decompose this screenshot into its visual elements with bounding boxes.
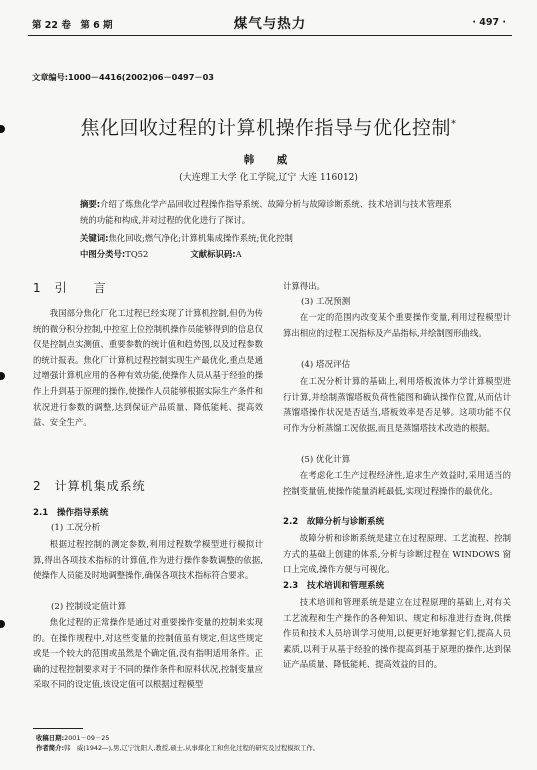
footnote-rule	[33, 728, 83, 729]
paragraph: 在考虑化工生产过程经济性,追求生产效益时,采用适当的控制变量值,使操作能量消耗最低,实现过程操作的最优化。	[283, 470, 511, 496]
clc-value: TQ52	[125, 249, 149, 259]
author-name: 韩 威	[243, 154, 294, 166]
abstract-text: 介绍了炼焦化学产品回收过程操作指导系统、故障分析与故障诊断系统、技术培训与技术管理系统的功能和构成,并对过程的优化进行了探讨。	[80, 199, 452, 225]
keywords	[80, 232, 470, 244]
item-heading: (5) 优化计算	[301, 455, 351, 465]
volume-issue: 第 22 卷 第 6 期	[32, 20, 113, 31]
item-heading: (1) 工况分析	[51, 523, 101, 533]
paragraph: 技术培训和管理系统是建立在过程原理的基础上,对有关工艺流程和生产操作的各种知识、规定和标准进行查询,供操作员和技术人员培训学习使用,以便更好地掌握它们,提高人员素质,以利于从基于经验的操作提高到基于原理的操作,达到保证产品质量、降低能耗、提高效益的目的。	[283, 597, 511, 670]
doc-code-label: 文献标识码:	[190, 249, 236, 259]
footnote-author: 作者简介:韩 威(1942—),男,辽宁沈阳人,教授,硕士,从事煤化工和焦化过程的研究及过程模拟工作。	[36, 744, 320, 752]
subsection-heading-2-3: 2.3 技术培训和管理系统	[283, 581, 385, 591]
paragraph: 焦化过程的正常操作是通过对重要操作变量的控制来实现的。在操作规程中,对这些变量的控制值虽有规定,但这些规定或是一个较大的范围或虽然是个确定值,没有指明适用条件。正确的过程控制要求对于不同的操作条件和原料状况,控制变量应采取不同的设定值,该设定值可以根据过程模型	[33, 617, 263, 690]
classification	[80, 248, 242, 260]
abstract	[80, 197, 460, 228]
journal-name: 煤气与热力	[233, 16, 307, 32]
paragraph: 故障分析和诊断系统是建立在过程原理、工艺流程、控制方式的基础上创建的体系,分析与诊断过程在 WINDOWS 窗口上完成,操作方便与可视化。	[283, 533, 511, 575]
doc-code-value: A	[235, 249, 242, 259]
keywords-label: 关键词:	[80, 233, 109, 243]
paragraph: 计算得出。	[283, 281, 325, 291]
author-affiliation: (大连理工大学 化工学院,辽宁 大连 116012)	[179, 173, 358, 183]
item-heading: (3) 工况预测	[301, 297, 351, 307]
margin-bullet	[0, 372, 5, 380]
title-footnote-mark: *	[451, 118, 457, 130]
article-number: 文章编号:1000－4416(2002)06－0497－03	[32, 72, 215, 82]
paragraph: 在一定的范围内改变某个重要操作变量,利用过程模型计算出相应的过程工况指标及产品指标,并绘制图形曲线。	[283, 312, 511, 338]
paragraph: 我国部分焦化厂化工过程已经实现了计算机控制,但仍为传统的微分积分控制,中控室上位控制机操作员能够得到的信息仅仅是控制点实测值、重要参数的统计值和趋势图,以及过程参数的统计报表。焦化厂计算机过程控制实现生产最优化,重点是通过增强计算机应用的各种有效功能,使操作人员从基于经验的操作上升到基于原理的操作,使操作人员能够根据实际生产条件和状况进行参数的调整,达到保证产品质量、降低能耗、提高效益、安全生产。	[33, 308, 263, 428]
section-heading-1: 1 引 言	[33, 281, 107, 295]
subsection-heading-2-2: 2.2 故障分析与诊断系统	[283, 517, 385, 527]
abstract-label: 摘要:	[80, 199, 101, 209]
footnote-received: 收稿日期:2001－09－25	[36, 734, 110, 742]
item-heading: (2) 控制设定值计算	[51, 602, 127, 612]
margin-bullet	[0, 620, 5, 628]
item-heading: (4) 塔况评估	[301, 360, 351, 370]
clc-label: 中图分类号:	[80, 249, 126, 259]
paragraph: 在工况分析计算的基础上,利用塔板流体力学计算模型进行计算,并绘制蒸馏塔板负荷性能图和确认操作位置,从而估计蒸馏塔操作状况是否适当,塔板效率是否足够。这项功能不仅可作为分析蒸馏工况依据,而且是蒸馏塔技术改造的根据。	[283, 376, 511, 433]
paper-title: 焦化回收过程的计算机操作指导与优化控制*	[80, 117, 457, 139]
section-heading-2: 2 计算机集成系统	[33, 479, 146, 493]
running-header	[28, 12, 512, 36]
subsection-heading-2-1: 2.1 操作指导系统	[33, 508, 109, 518]
paragraph: 根据过程控制的测定参数,利用过程数学模型进行模拟计算,得出各项技术指标的计算值,作为进行操作参数调整的依据,使操作人员能及时地调整操作,确保各项技术指标符合要求。	[33, 539, 263, 581]
page-number: · 497 ·	[472, 17, 506, 28]
keywords-text: 焦化回收;燃气净化;计算机集成操作系统;优化控制	[108, 233, 293, 243]
